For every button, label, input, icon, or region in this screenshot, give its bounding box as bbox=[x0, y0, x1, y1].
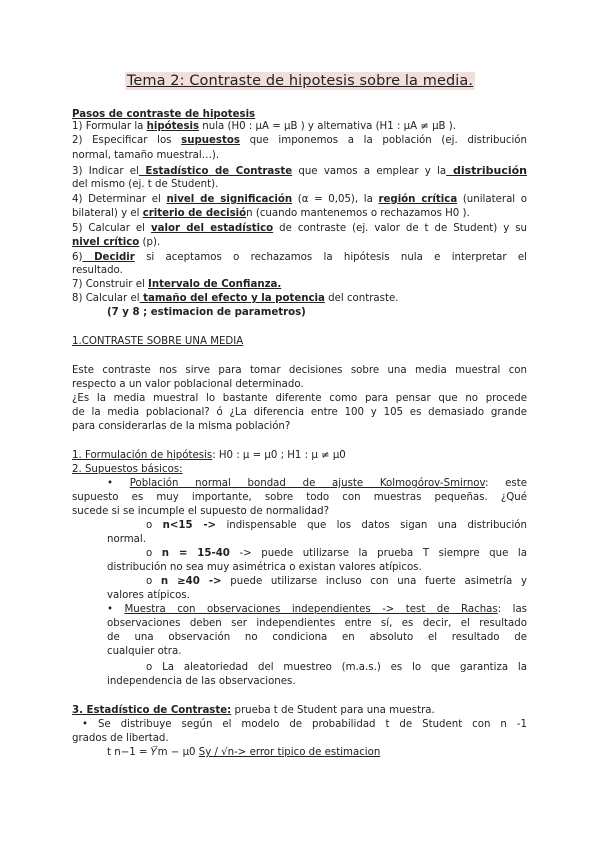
supuesto-independencia: • Muestra con observaciones independientes -> test de Rachas: las bbox=[107, 604, 527, 615]
supuesto-normal-line-2: supuesto es muy importante, sobre todo con muestras pequeñas. ¿Qué bbox=[72, 492, 527, 503]
intro-line-1: Este contraste nos sirve para tomar decisiones sobre una media muestral con bbox=[72, 365, 527, 376]
intro-line-3: ¿Es la media muestral lo bastante diferente como para pensar que no procede bbox=[72, 393, 527, 404]
step-6: 6) Decidir si aceptamos o rechazamos la hipótesis nula e interpretar el bbox=[72, 252, 527, 263]
supuestos-heading: 2. Supuestos básicos: bbox=[72, 464, 183, 475]
step-8: 8) Calcular el tamaño del efecto y la potencia del contraste. bbox=[72, 293, 399, 304]
step-5: 5) Calcular el valor del estadístico de contraste (ej. valor de t de Student) y su bbox=[72, 223, 527, 234]
supuesto-normal: • Población normal bondad de ajuste Kolmogórov-Smirnov: este bbox=[107, 478, 527, 489]
step-6-cont: resultado. bbox=[72, 265, 123, 276]
step-7: 7) Construir el Intervalo de Confianza. bbox=[72, 279, 282, 290]
page-title: Tema 2: Contraste de hipotesis sobre la media. bbox=[126, 73, 474, 89]
intro-line-4: de la media poblacional? ó ¿La diferencia entre 100 y 105 es demasiado grande bbox=[72, 407, 527, 418]
step-3: 3) Indicar el Estadístico de Contraste que vamos a emplear y la distribución bbox=[72, 164, 528, 177]
n-15-40-line-2: distribución no sea muy asimétrica o existan valores atípicos. bbox=[107, 562, 422, 573]
step-2: 2) Especificar los supuestos que imponemos a la población (ej. distribución bbox=[72, 135, 527, 146]
title-block bbox=[0, 70, 600, 90]
estadistico-bullet-line-2: grados de libertad. bbox=[72, 733, 169, 744]
step-1: 1) Formular la hipótesis nula (H0 : μA = μB ) y alternativa (H1 : μA ≠ μB ). bbox=[72, 121, 456, 132]
n-menor-15: o n<15 -> indispensable que los datos sigan una distribución bbox=[146, 520, 527, 531]
intro-line-5: para considerarlas de la misma población? bbox=[72, 421, 291, 432]
step-5-cont: nivel crítico (p). bbox=[72, 237, 161, 248]
step-4: 4) Determinar el nivel de significación (α = 0,05), la región crítica (unilateral o bbox=[72, 194, 527, 205]
step-3-cont: del mismo (ej. t de Student). bbox=[72, 179, 219, 190]
aleatoriedad-note: o La aleatoriedad del muestreo (m.a.s.) es lo que garantiza la bbox=[146, 662, 527, 673]
n-mayor-40-line-2: valores atípicos. bbox=[107, 590, 190, 601]
estadistico-heading: 3. Estadístico de Contraste: prueba t de Student para una muestra. bbox=[72, 705, 435, 716]
step-2-cont: normal, tamaño muestral…). bbox=[72, 150, 220, 161]
pasos-heading: Pasos de contraste de hipotesis bbox=[72, 109, 256, 120]
supuesto-independencia-line-2: observaciones deben ser independientes entre sí, es decir, el resultado bbox=[107, 618, 527, 629]
aleatoriedad-note-line-2: independencia de las observaciones. bbox=[107, 676, 296, 687]
n-15-40: o n = 15-40 -> puede utilizarse la prueba T siempre que la bbox=[146, 548, 527, 559]
n-menor-15-line-2: normal. bbox=[107, 534, 146, 545]
estadistico-bullet: • Se distribuye según el modelo de probabilidad t de Student con n -1 bbox=[82, 719, 527, 730]
intro-line-2: respecto a un valor poblacional determinado. bbox=[72, 379, 304, 390]
supuesto-independencia-line-3: de una observación no condiciona en absoluto el resultado de bbox=[107, 632, 527, 643]
t-formula: t n−1 = 𝑌̅m − μ0 Sy / √n-> error tipico de estimacion bbox=[107, 747, 381, 758]
supuesto-independencia-line-4: cualquier otra. bbox=[107, 646, 182, 657]
steps-note: (7 y 8 ; estimacion de parametros) bbox=[107, 307, 306, 318]
formulacion-hipotesis: 1. Formulación de hipótesis: H0 : μ = μ0 ; H1 : μ ≠ μ0 bbox=[72, 450, 346, 461]
supuesto-normal-line-3: sucede si se incumple el supuesto de normalidad? bbox=[72, 506, 330, 517]
section-1-heading: 1.CONTRASTE SOBRE UNA MEDIA bbox=[72, 336, 244, 347]
step-4-cont: bilateral) y el criterio de decisión (cuando mantenemos o rechazamos H0 ). bbox=[72, 208, 470, 219]
n-mayor-40: o n ≥40 -> puede utilizarse incluso con una fuerte asimetría y bbox=[146, 576, 527, 587]
